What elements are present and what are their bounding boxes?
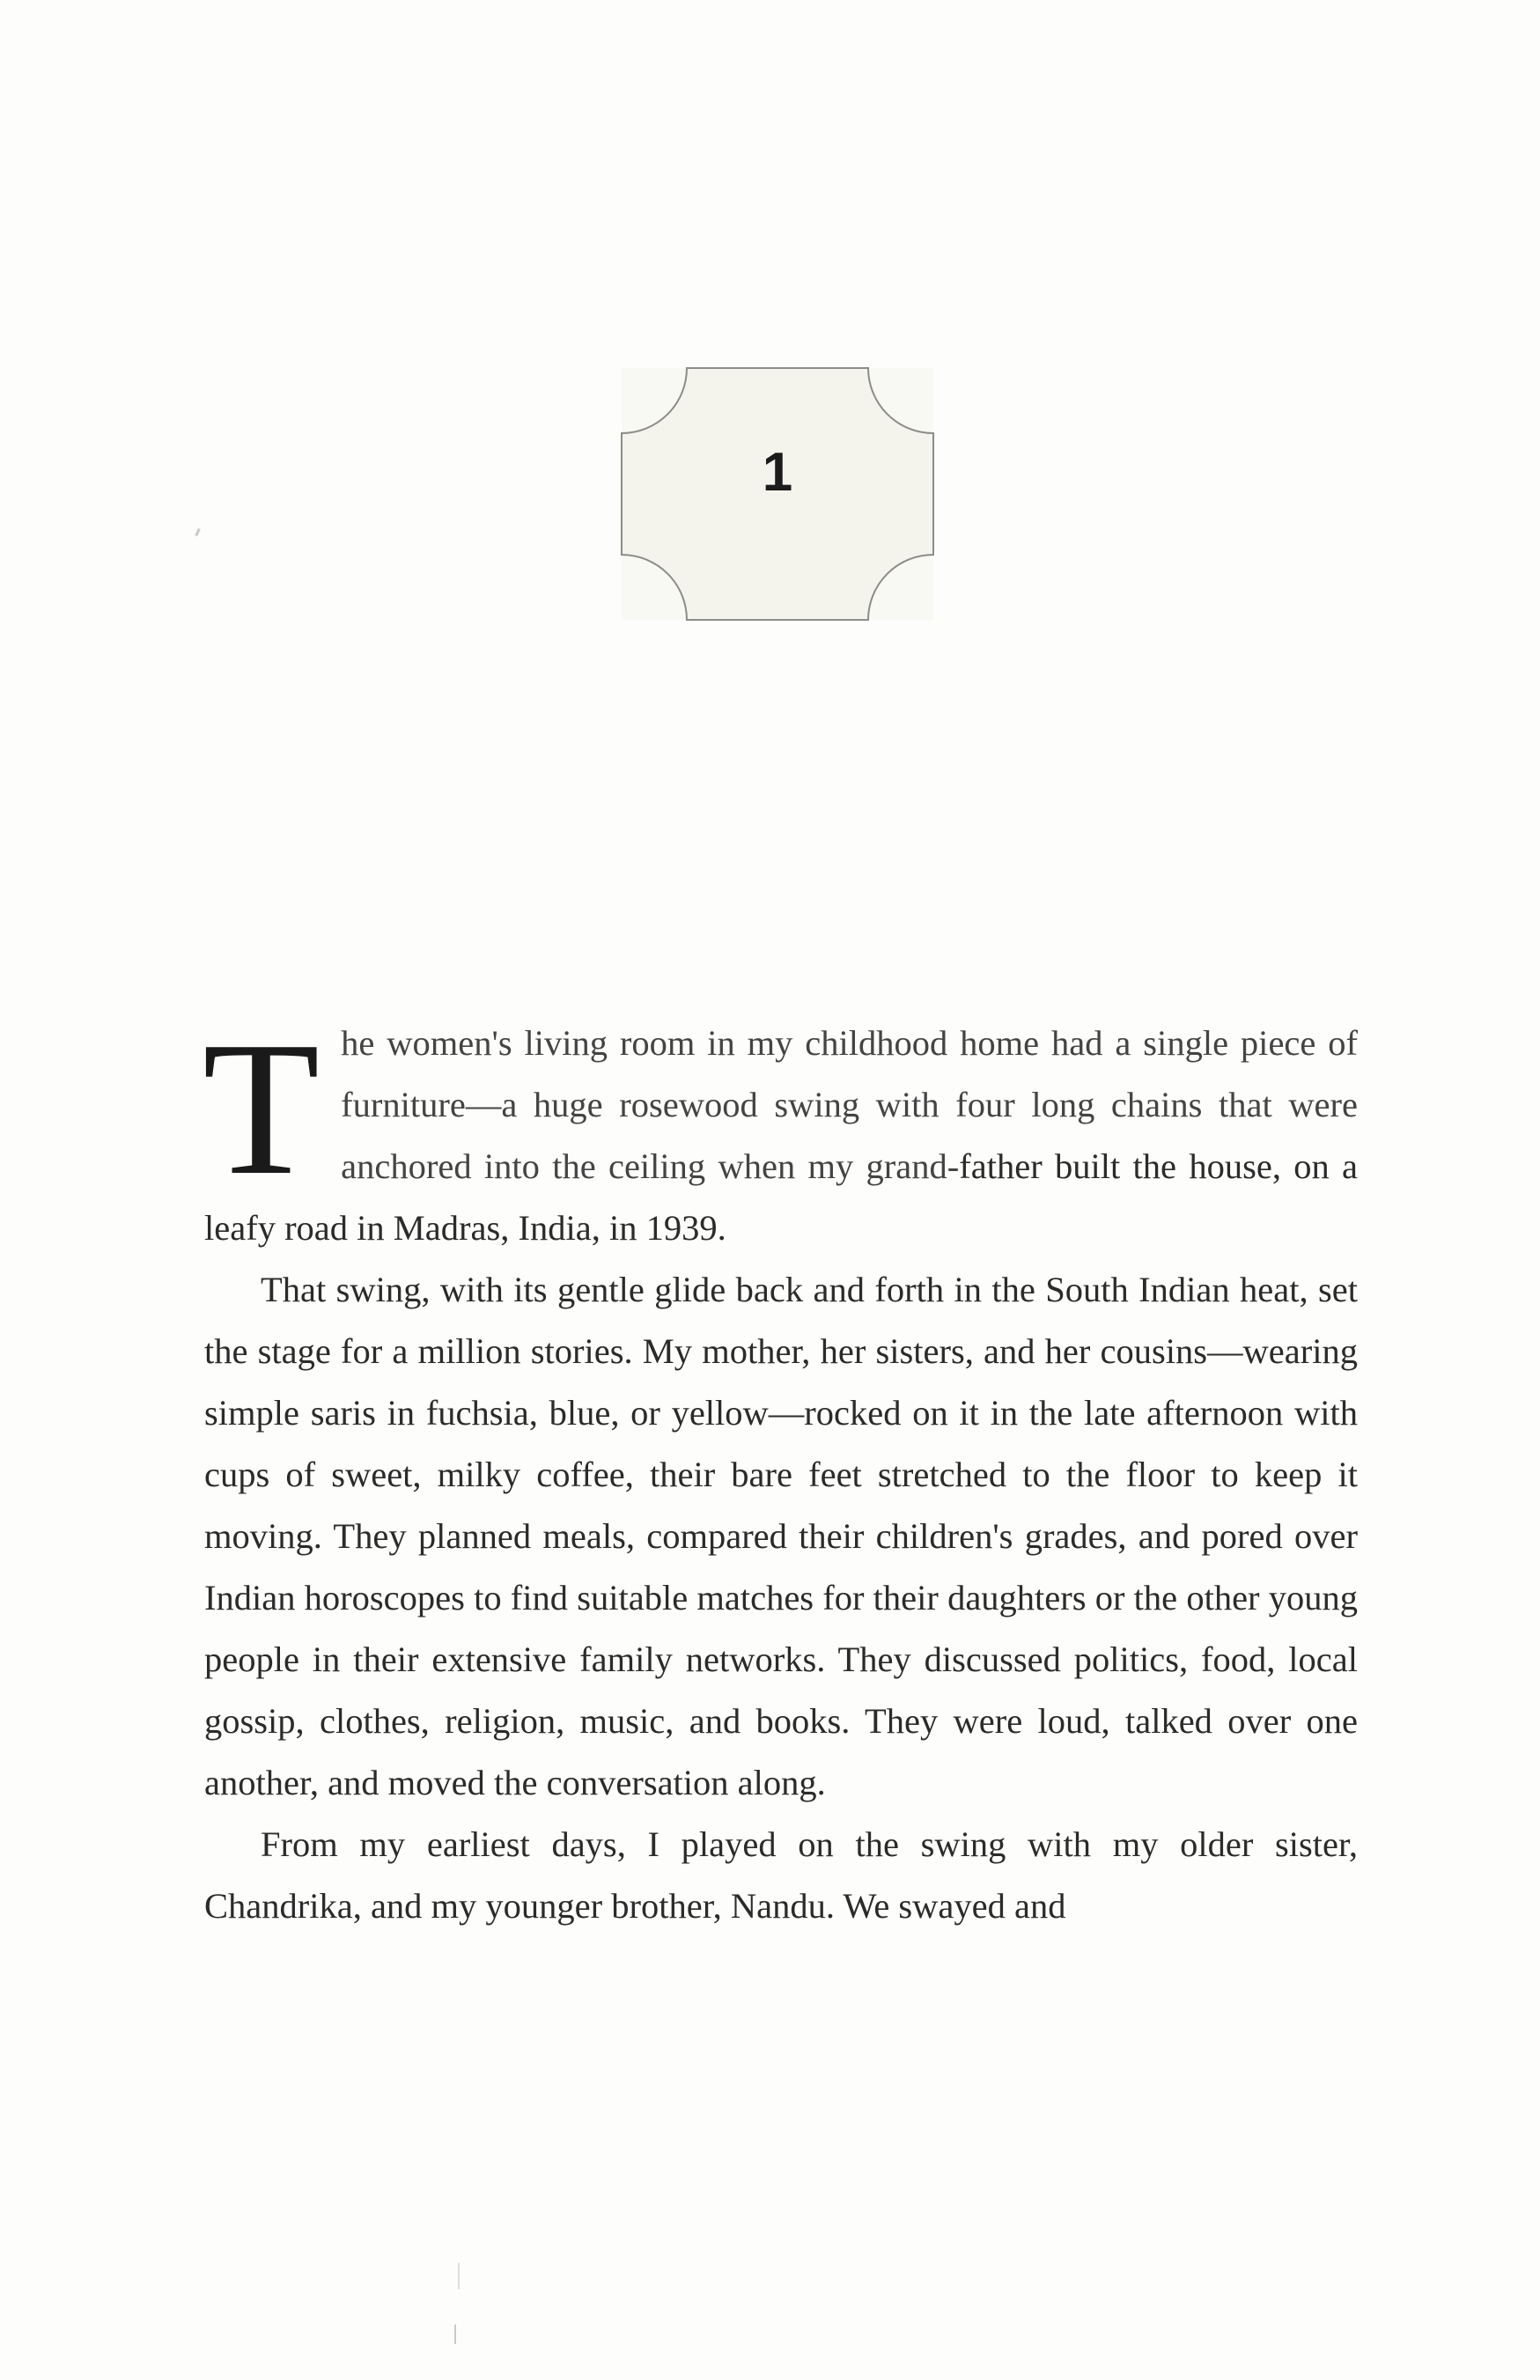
chapter-ornament bbox=[618, 365, 937, 623]
paragraph-3: From my earliest days, I played on the swing with my older sister, Chandrika, and my younger brother, Nandu. We swayed and bbox=[204, 1824, 1358, 1926]
paragraph-1-lead: he women's living room in my childhood home had a single piece of furniture—a huge rosewood swing with four long chains that were anchored into the ceiling when my grand- bbox=[341, 1023, 1358, 1186]
chapter-number: 1 bbox=[762, 442, 793, 503]
paragraph-1 bbox=[203, 1003, 1359, 1259]
scan-speck bbox=[454, 2325, 456, 2344]
chapter-body bbox=[203, 1003, 1359, 1937]
paragraph-2: That swing, with its gentle glide back and forth in the South Indian heat, set the stage for a million stories. My mother, her sisters, and her cousins—wearing simple saris in fuchsia, blue, or yellow—rocked on it in the late afternoon with cups of sweet, milky coffee, their bare feet stretched to the floor to keep it moving. They planned meals, compared their children's grades, and pored over Indian horoscopes to find suitable matches for their daughters or the other young people in their extensive family networks. They discussed politics, food, local gossip, clothes, religion, music, and books. They were loud, talked over one another, and moved the conversation along. bbox=[204, 1270, 1358, 1802]
paragraph-1-text: father built the house, on a leafy road in Madras, India, in 1939. bbox=[204, 1146, 1359, 1248]
scan-speck bbox=[195, 528, 201, 536]
scan-speck bbox=[458, 2263, 460, 2289]
drop-cap: T bbox=[203, 1003, 321, 1215]
